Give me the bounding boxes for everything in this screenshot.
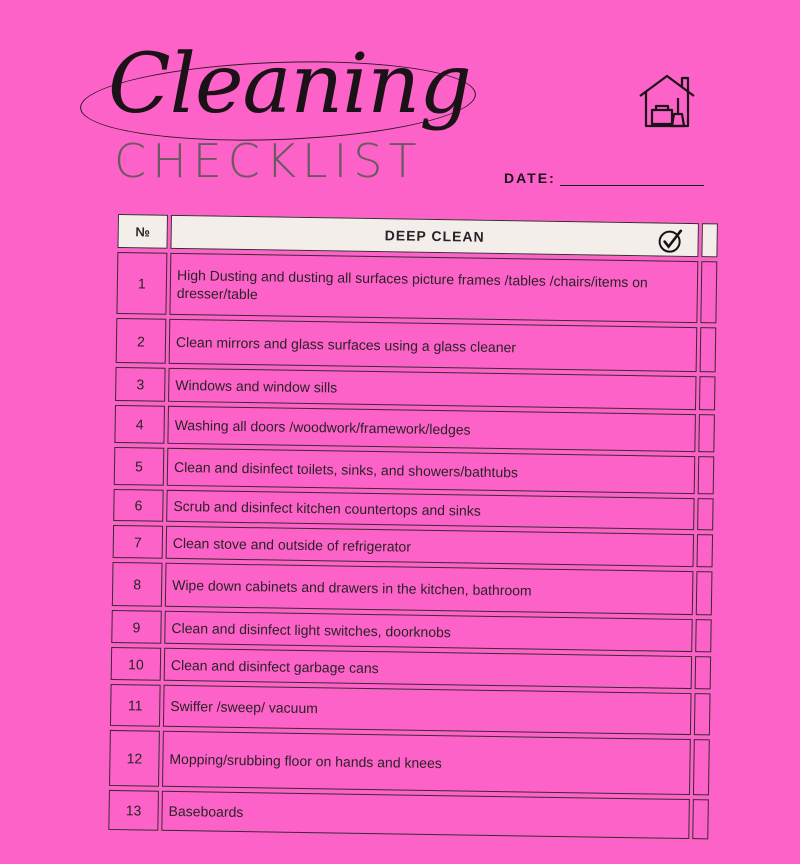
table-row [112, 562, 725, 616]
row-number: 3 [115, 367, 166, 402]
table-row [116, 252, 729, 324]
task-checkbox[interactable] [698, 456, 715, 494]
row-number: 7 [113, 525, 164, 559]
table-row [113, 525, 725, 568]
row-number: 13 [108, 790, 159, 831]
row-number: 2 [116, 318, 167, 364]
house-cleaning-icon [636, 72, 698, 130]
table-row [113, 489, 725, 531]
task-text: Washing all doors /woodwork/framework/ledges [167, 406, 696, 452]
row-number: 8 [112, 562, 163, 607]
task-text: Clean and disinfect light switches, doorknobs [164, 611, 692, 652]
task-text: Baseboards [161, 791, 690, 839]
row-number: 9 [111, 610, 162, 644]
row-number: 11 [110, 684, 161, 727]
table-row [110, 684, 723, 736]
task-checkbox[interactable] [698, 414, 715, 452]
table-row [116, 318, 729, 373]
row-number: 4 [114, 405, 165, 444]
task-checkbox[interactable] [695, 656, 712, 689]
row-number: 6 [113, 489, 163, 522]
task-text: Scrub and disinfect kitchen countertops and sinks [166, 490, 694, 530]
task-checkbox[interactable] [697, 498, 714, 530]
task-checkbox[interactable] [697, 534, 714, 567]
table-row [111, 610, 723, 653]
date-label: DATE: [504, 170, 556, 186]
task-checkbox[interactable] [699, 376, 716, 410]
task-checkbox[interactable] [700, 327, 717, 372]
row-number: 10 [111, 647, 162, 681]
date-field [504, 164, 704, 186]
task-text: Clean stove and outside of refrigerator [166, 526, 694, 567]
task-text: Clean mirrors and glass surfaces using a glass cleaner [169, 319, 698, 372]
number-column-header: № [117, 214, 168, 249]
task-checkbox[interactable] [694, 693, 711, 735]
task-text: Mopping/srubbing floor on hands and knees [162, 731, 691, 795]
table-row [111, 647, 723, 690]
task-text: Swiffer /sweep/ vacuum [163, 685, 692, 735]
page-title-script: Cleaning [108, 37, 471, 132]
table-row [108, 790, 721, 840]
task-text: High Dusting and dusting all surfaces picture frames /tables /chairs/items on dresser/table [169, 253, 698, 323]
table-header-row [117, 214, 729, 258]
check-column-header [701, 223, 718, 257]
table-row [109, 730, 722, 796]
table-row [114, 447, 727, 495]
table-row [114, 405, 727, 453]
page-title-subtitle: CHECKLIST [114, 134, 423, 188]
task-checkbox[interactable] [696, 571, 713, 615]
task-text: Wipe down cabinets and drawers in the kitchen, bathroom [165, 563, 694, 615]
row-number: 1 [116, 252, 167, 315]
task-checkbox[interactable] [692, 799, 709, 839]
task-text: Clean and disinfect toilets, sinks, and showers/bathtubs [167, 448, 696, 494]
row-number: 12 [109, 730, 160, 787]
task-text: Clean and disinfect garbage cans [164, 648, 692, 689]
checklist-table [108, 214, 730, 864]
task-column-header-label: DEEP CLEAN [384, 227, 485, 245]
row-number: 5 [114, 447, 165, 486]
task-checkbox[interactable] [693, 739, 710, 795]
task-column-header [170, 215, 698, 257]
checkmark-circle-icon [657, 227, 683, 253]
task-checkbox[interactable] [695, 619, 712, 652]
task-text: Windows and window sills [168, 368, 696, 410]
task-checkbox[interactable] [700, 261, 717, 323]
table-row [115, 367, 727, 411]
date-input-line[interactable] [560, 171, 704, 186]
